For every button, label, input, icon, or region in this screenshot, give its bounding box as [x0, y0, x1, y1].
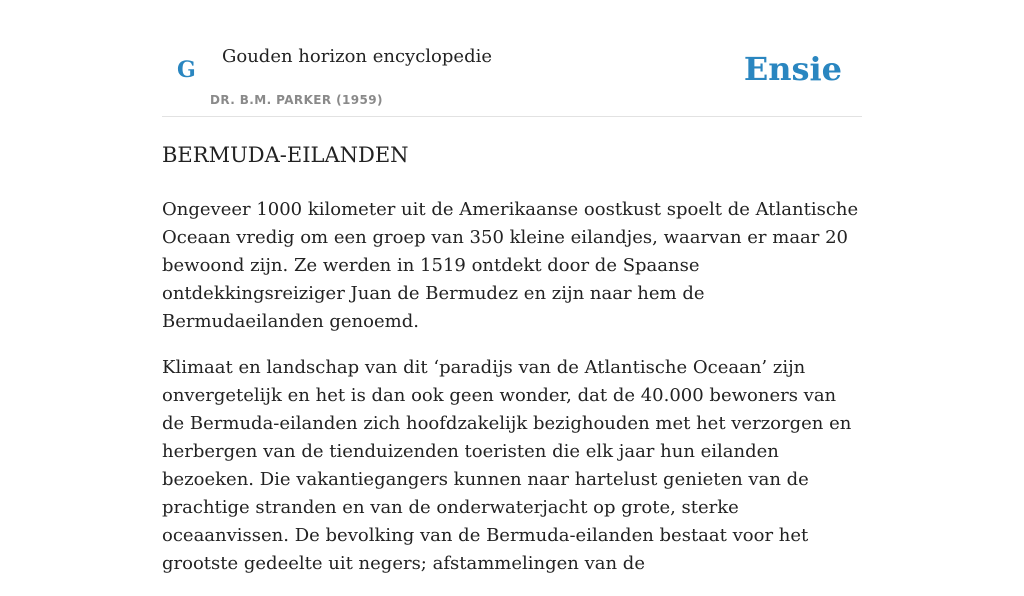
header: [162, 0, 862, 117]
book-title-link[interactable]: Gouden horizon encyclopedie: [222, 46, 492, 67]
author-label: DR. B.M. PARKER (1959): [210, 93, 383, 107]
article: [162, 140, 862, 596]
ensie-brand-logo[interactable]: Ensie: [743, 50, 842, 88]
article-title: BERMUDA-EILANDEN: [162, 143, 409, 167]
book-logo-icon[interactable]: G: [177, 57, 196, 83]
article-paragraph: Klimaat en landschap van dit ‘paradijs van de Atlantische Oceaan’ zijn onvergetelijk en het is dan ook geen wonder, dat de 40.000 bewoners van de Bermuda-eilanden zich hoofdzakelijk bezighouden met het verzorgen en herbergen van de tienduizenden toeristen die elk jaar hun eilanden bezoeken. Die vakantiegangers kunnen naar hartelust genieten van de prachtige stranden en van de onderwaterjacht op grote, sterke oceaanvissen. De bevolking van de Bermuda-eilanden bestaat voor het grootste gedeelte uit negers; afstammelingen van de: [162, 357, 852, 574]
article-paragraph: Ongeveer 1000 kilometer uit de Amerikaanse oostkust spoelt de Atlantische Oceaan vredig om een groep van 350 kleine eilandjes, waarvan er maar 20 bewoond zijn. Ze werden in 1519 ontdekt door de Spaanse ontdekkingsreiziger Juan de Bermudez en zijn naar hem de Bermudaeilanden genoemd.: [162, 199, 859, 332]
